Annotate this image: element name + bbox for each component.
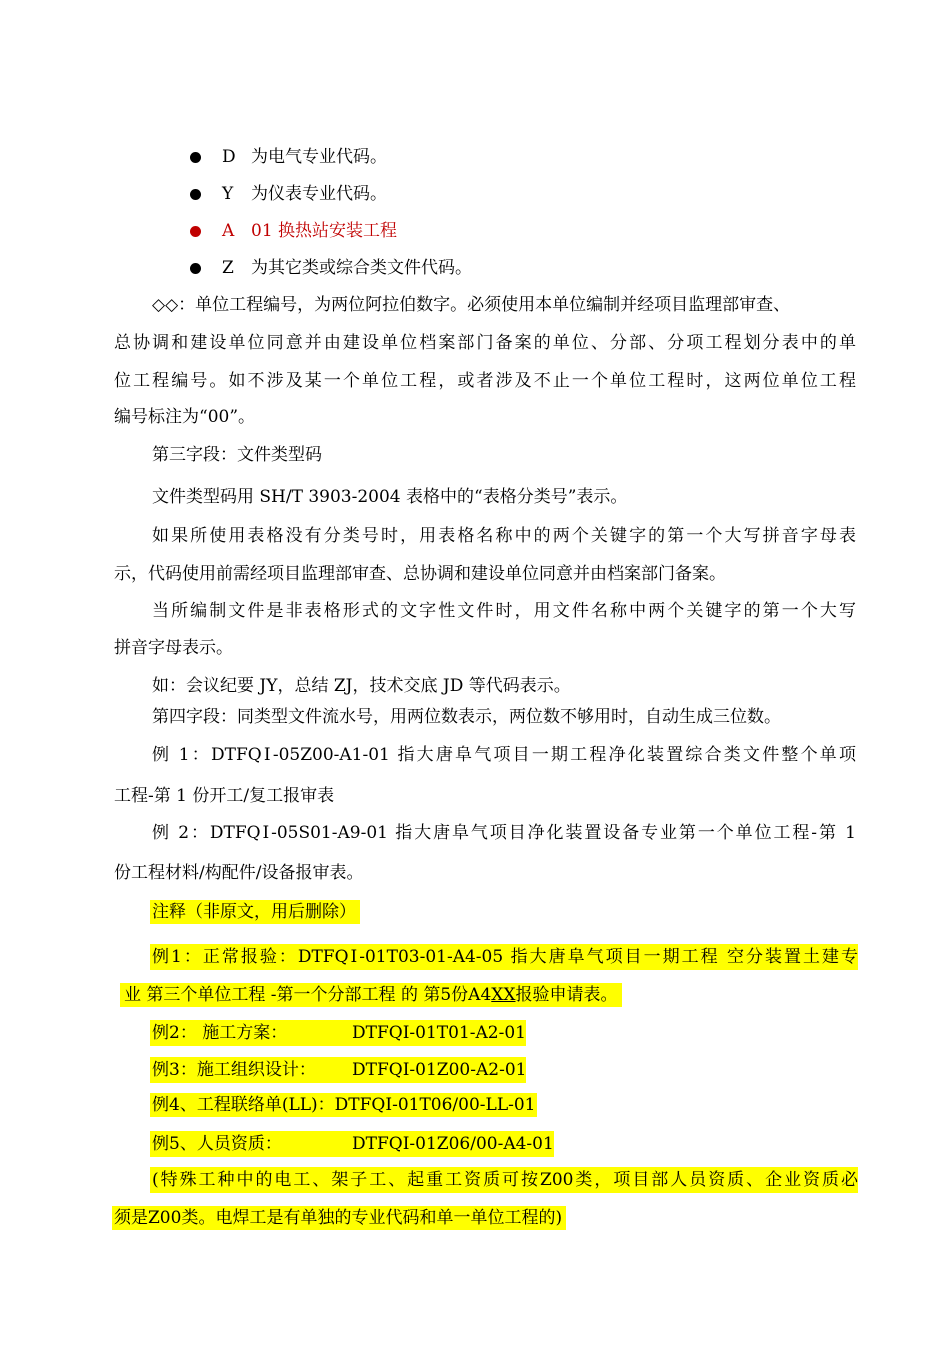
- highlighted-text: 须是Z00类。电焊工是有单独的专业代码和单一单位工程的): [112, 1206, 566, 1230]
- paragraph-line: 编号标注为“00”。: [114, 407, 256, 427]
- bullet-text: 为其它类或综合类文件代码。: [251, 258, 472, 278]
- highlighted-text: [150, 1131, 554, 1157]
- paragraph-line: 位工程编号。如不涉及某一个单位工程，或者涉及不止一个单位工程时，这两位单位工程: [114, 371, 856, 391]
- paragraph-line: 如：会议纪要 JY，总结 ZJ，技术交底 JD 等代码表示。: [152, 676, 571, 696]
- highlighted-text: [120, 983, 622, 1007]
- note-example-2: [150, 1020, 526, 1046]
- highlighted-text: [150, 1057, 526, 1083]
- bullet-code: A: [222, 221, 235, 241]
- note-text: 报验申请表。: [515, 985, 618, 1005]
- bullet-code: D: [222, 147, 236, 167]
- section-heading-field4: 第四字段：同类型文件流水号，用两位数表示，两位数不够用时，自动生成三位数。: [152, 707, 781, 727]
- paragraph-line: 示，代码使用前需经项目监理部审查、总协调和建设单位同意并由档案部门备案。: [114, 564, 726, 584]
- paragraph-line: 拼音字母表示。: [114, 638, 233, 658]
- paragraph-line: 工程-第 1 份开工/复工报审表: [114, 786, 335, 806]
- bullet-text: 为电气专业代码。: [251, 147, 387, 167]
- note-code: DTFQⅠ-01T01-A2-01: [352, 1023, 526, 1043]
- bullet-code: Z: [222, 258, 234, 278]
- bullet-dot-icon: [190, 263, 201, 274]
- notes-title: [150, 901, 360, 923]
- highlighted-text: 注释（非原文，用后删除）: [150, 900, 360, 924]
- paragraph-line: 例 1：DTFQⅠ-05Z00-A1-01 指大唐阜气项目一期工程净化装置综合类文件整个单项: [152, 745, 856, 765]
- note-label: 例5、人员资质：: [152, 1134, 282, 1154]
- bullet-text: 为仪表专业代码。: [251, 184, 387, 204]
- highlighted-text: 例4、工程联络单(LL)：DTFQⅠ-01T06/00-LL-01: [152, 1095, 536, 1115]
- note-example-5: [150, 1131, 554, 1157]
- note-code: DTFQⅠ-01Z00-A2-01: [352, 1060, 527, 1080]
- note-example-3: [150, 1057, 526, 1083]
- paragraph-line: 文件类型码用 SH/T 3903-2004 表格中的“表格分类号”表示。: [152, 487, 628, 507]
- bullet-text: 01 换热站安装工程: [251, 221, 398, 241]
- bullet-code: Y: [222, 184, 234, 204]
- paragraph-line: 当所编制文件是非表格形式的文字性文件时，用文件名称中两个关键字的第一个大写: [152, 601, 856, 621]
- note-label: 例2： 施工方案：: [152, 1023, 288, 1043]
- note-code: DTFQⅠ-01Z06/00-A4-01: [352, 1134, 554, 1154]
- note-line-wrapper: [120, 984, 622, 1006]
- note-text: 业 第三个单位工程 -第一个分部工程 的 第5份A4: [124, 985, 492, 1005]
- note-line-wrapper: [112, 1207, 566, 1229]
- paragraph-line: 例 2：DTFQⅠ-05S01-A9-01 指大唐阜气项目净化装置设备专业第一个单位工程-第 1: [152, 823, 856, 843]
- bullet-dot-icon: [190, 152, 201, 163]
- highlighted-text: [150, 1020, 526, 1046]
- section-heading-field3: 第三字段：文件类型码: [152, 445, 322, 465]
- bullet-dot-icon: [190, 189, 201, 200]
- bullet-dot-icon: [190, 226, 201, 237]
- highlighted-text: 例1：正常报验：DTFQⅠ-01T03-01-A4-05 指大唐阜气项目一期工程 空分装置土建专: [150, 944, 858, 970]
- note-label: 例3：施工组织设计：: [152, 1060, 316, 1080]
- paragraph-line: ◇◇：单位工程编号，为两位阿拉伯数字。必须使用本单位编制并经项目监理部审查、: [152, 295, 791, 315]
- note-line-wrapper: [150, 944, 858, 970]
- paragraph-line: 如果所使用表格没有分类号时，用表格名称中的两个关键字的第一个大写拼音字母表: [152, 526, 856, 546]
- underlined-text: XX: [491, 985, 516, 1005]
- highlighted-text: (特殊工种中的电工、架子工、起重工资质可按Z00类，项目部人员资质、企业资质必: [150, 1167, 858, 1193]
- paragraph-line: 总协调和建设单位同意并由建设单位档案部门备案的单位、分部、分项工程划分表中的单: [114, 333, 856, 353]
- note-line-wrapper: [150, 1167, 858, 1193]
- note-example-4: [150, 1094, 537, 1116]
- paragraph-line: 份工程材料/构配件/设备报审表。: [114, 863, 364, 883]
